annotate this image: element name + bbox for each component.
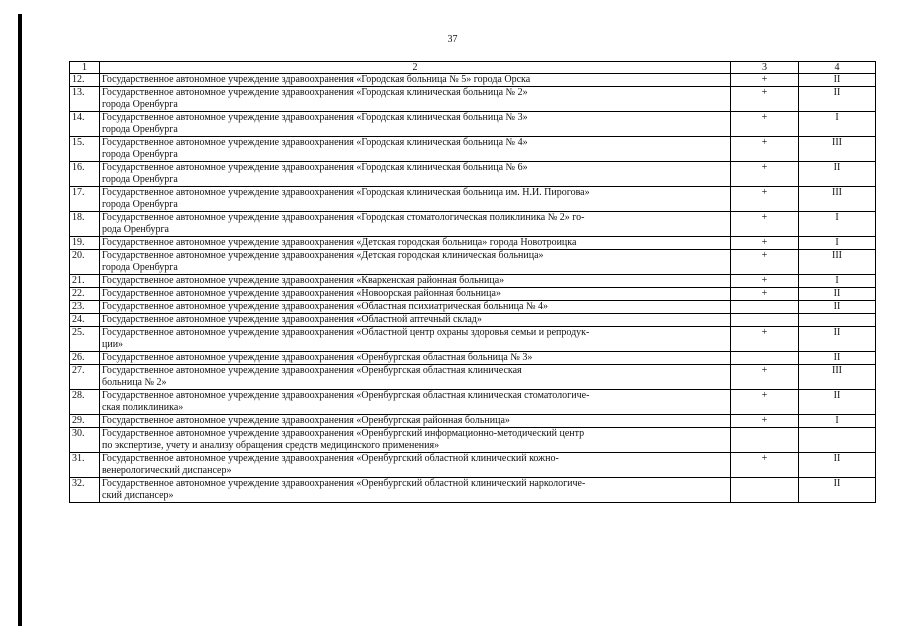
row-number-cell: 21. xyxy=(70,275,100,288)
column-4-cell: II xyxy=(799,327,876,352)
row-number-cell: 14. xyxy=(70,112,100,137)
column-4-cell xyxy=(799,428,876,453)
row-number-cell: 17. xyxy=(70,187,100,212)
column-4-cell xyxy=(799,314,876,327)
column-3-cell: + xyxy=(731,390,799,415)
row-number-cell: 15. xyxy=(70,137,100,162)
table-row xyxy=(70,74,876,87)
column-3-cell: + xyxy=(731,74,799,87)
column-4-cell: II xyxy=(799,301,876,314)
column-3-cell xyxy=(731,314,799,327)
institution-name-cell: Государственное автономное учреждение здравоохранения «Областная психиатрическая больница № 4» xyxy=(100,301,731,314)
column-4-cell: I xyxy=(799,237,876,250)
row-number-cell: 31. xyxy=(70,453,100,478)
table-row xyxy=(70,237,876,250)
binding-line xyxy=(18,14,22,626)
institution-name-cell: Государственное автономное учреждение здравоохранения «Оренбургская областная клиническая стоматологиче- ская поликлиника» xyxy=(100,390,731,415)
table-row xyxy=(70,327,876,352)
column-3-cell: + xyxy=(731,327,799,352)
table-row xyxy=(70,352,876,365)
column-4-cell: III xyxy=(799,250,876,275)
column-3-cell: + xyxy=(731,112,799,137)
column-3-cell: + xyxy=(731,187,799,212)
table-row xyxy=(70,137,876,162)
column-3-cell: + xyxy=(731,87,799,112)
column-4-cell: I xyxy=(799,112,876,137)
table-row xyxy=(70,288,876,301)
column-4-cell: II xyxy=(799,162,876,187)
row-number-cell: 19. xyxy=(70,237,100,250)
column-3-cell: + xyxy=(731,275,799,288)
page-number: 37 xyxy=(447,34,458,45)
column-4-cell: I xyxy=(799,275,876,288)
institution-name-cell: Государственное автономное учреждение здравоохранения «Новоорская районная больница» xyxy=(100,288,731,301)
institution-name-cell: Государственное автономное учреждение здравоохранения «Областной аптечный склад» xyxy=(100,314,731,327)
institution-name-cell: Государственное автономное учреждение здравоохранения «Детская городская клиническая больница» города Оренбурга xyxy=(100,250,731,275)
institution-name-cell: Государственное автономное учреждение здравоохранения «Городская клиническая больница № 2» города Оренбурга xyxy=(100,87,731,112)
row-number-cell: 32. xyxy=(70,478,100,503)
column-4-cell: II xyxy=(799,453,876,478)
table-row xyxy=(70,162,876,187)
institution-name-cell: Государственное автономное учреждение здравоохранения «Оренбургский областной клинический наркологиче- ский диспансер» xyxy=(100,478,731,503)
header-col-2: 2 xyxy=(100,62,731,74)
column-4-cell: II xyxy=(799,87,876,112)
table-row xyxy=(70,301,876,314)
header-col-4: 4 xyxy=(799,62,876,74)
column-3-cell xyxy=(731,301,799,314)
row-number-cell: 27. xyxy=(70,365,100,390)
institution-name-cell: Государственное автономное учреждение здравоохранения «Городская клиническая больница им. Н.И. Пирогова» города Оренбурга xyxy=(100,187,731,212)
row-number-cell: 25. xyxy=(70,327,100,352)
row-number-cell: 16. xyxy=(70,162,100,187)
table-row xyxy=(70,390,876,415)
row-number-cell: 22. xyxy=(70,288,100,301)
table-row xyxy=(70,365,876,390)
table-row xyxy=(70,453,876,478)
row-number-cell: 24. xyxy=(70,314,100,327)
column-4-cell: II xyxy=(799,478,876,503)
institution-name-cell: Государственное автономное учреждение здравоохранения «Детская городская больница» города Новотроицка xyxy=(100,237,731,250)
table-row xyxy=(70,428,876,453)
column-3-cell xyxy=(731,428,799,453)
column-4-cell: II xyxy=(799,352,876,365)
row-number-cell: 28. xyxy=(70,390,100,415)
row-number-cell: 20. xyxy=(70,250,100,275)
column-4-cell: III xyxy=(799,187,876,212)
column-3-cell: + xyxy=(731,288,799,301)
column-3-cell: + xyxy=(731,212,799,237)
column-3-cell: + xyxy=(731,365,799,390)
institution-name-cell: Государственное автономное учреждение здравоохранения «Городская клиническая больница № 4» города Оренбурга xyxy=(100,137,731,162)
column-4-cell: III xyxy=(799,137,876,162)
institution-name-cell: Государственное автономное учреждение здравоохранения «Городская стоматологическая поликлиника № 2» го- рода Оренбурга xyxy=(100,212,731,237)
column-4-cell: II xyxy=(799,288,876,301)
column-3-cell: + xyxy=(731,250,799,275)
table-row xyxy=(70,415,876,428)
row-number-cell: 23. xyxy=(70,301,100,314)
institution-name-cell: Государственное автономное учреждение здравоохранения «Оренбургская областная больница № 3» xyxy=(100,352,731,365)
column-4-cell: III xyxy=(799,365,876,390)
institution-name-cell: Государственное автономное учреждение здравоохранения «Городская больница № 5» города Орска xyxy=(100,74,731,87)
column-3-cell: + xyxy=(731,415,799,428)
table-row xyxy=(70,87,876,112)
column-4-cell: I xyxy=(799,212,876,237)
institutions-table xyxy=(69,61,876,503)
row-number-cell: 26. xyxy=(70,352,100,365)
table-row xyxy=(70,275,876,288)
row-number-cell: 18. xyxy=(70,212,100,237)
institution-name-cell: Государственное автономное учреждение здравоохранения «Оренбургский областной клинический кожно- венерологический диспансер» xyxy=(100,453,731,478)
table-row xyxy=(70,478,876,503)
column-3-cell: + xyxy=(731,453,799,478)
column-4-cell: II xyxy=(799,390,876,415)
row-number-cell: 30. xyxy=(70,428,100,453)
institution-name-cell: Государственное автономное учреждение здравоохранения «Оренбургский информационно-методический центр по экспертизе, учету и анализу обращения средств медицинского применения» xyxy=(100,428,731,453)
institution-name-cell: Государственное автономное учреждение здравоохранения «Кваркенская районная больница» xyxy=(100,275,731,288)
column-3-cell: + xyxy=(731,162,799,187)
row-number-cell: 12. xyxy=(70,74,100,87)
institution-name-cell: Государственное автономное учреждение здравоохранения «Областной центр охраны здоровья семьи и репродук- ции» xyxy=(100,327,731,352)
institution-name-cell: Государственное автономное учреждение здравоохранения «Оренбургская областная клиническая больница № 2» xyxy=(100,365,731,390)
table-row xyxy=(70,314,876,327)
column-3-cell: + xyxy=(731,237,799,250)
table-row xyxy=(70,250,876,275)
institution-name-cell: Государственное автономное учреждение здравоохранения «Оренбургская районная больница» xyxy=(100,415,731,428)
column-3-cell: + xyxy=(731,137,799,162)
header-col-3: 3 xyxy=(731,62,799,74)
table-row xyxy=(70,187,876,212)
header-col-1: 1 xyxy=(70,62,100,74)
table-header-row xyxy=(70,62,876,74)
row-number-cell: 29. xyxy=(70,415,100,428)
column-3-cell xyxy=(731,352,799,365)
table-row xyxy=(70,212,876,237)
table-row xyxy=(70,112,876,137)
institution-name-cell: Государственное автономное учреждение здравоохранения «Городская клиническая больница № 6» города Оренбурга xyxy=(100,162,731,187)
column-4-cell: I xyxy=(799,415,876,428)
row-number-cell: 13. xyxy=(70,87,100,112)
column-3-cell xyxy=(731,478,799,503)
institution-name-cell: Государственное автономное учреждение здравоохранения «Городская клиническая больница № 3» города Оренбурга xyxy=(100,112,731,137)
column-4-cell: II xyxy=(799,74,876,87)
